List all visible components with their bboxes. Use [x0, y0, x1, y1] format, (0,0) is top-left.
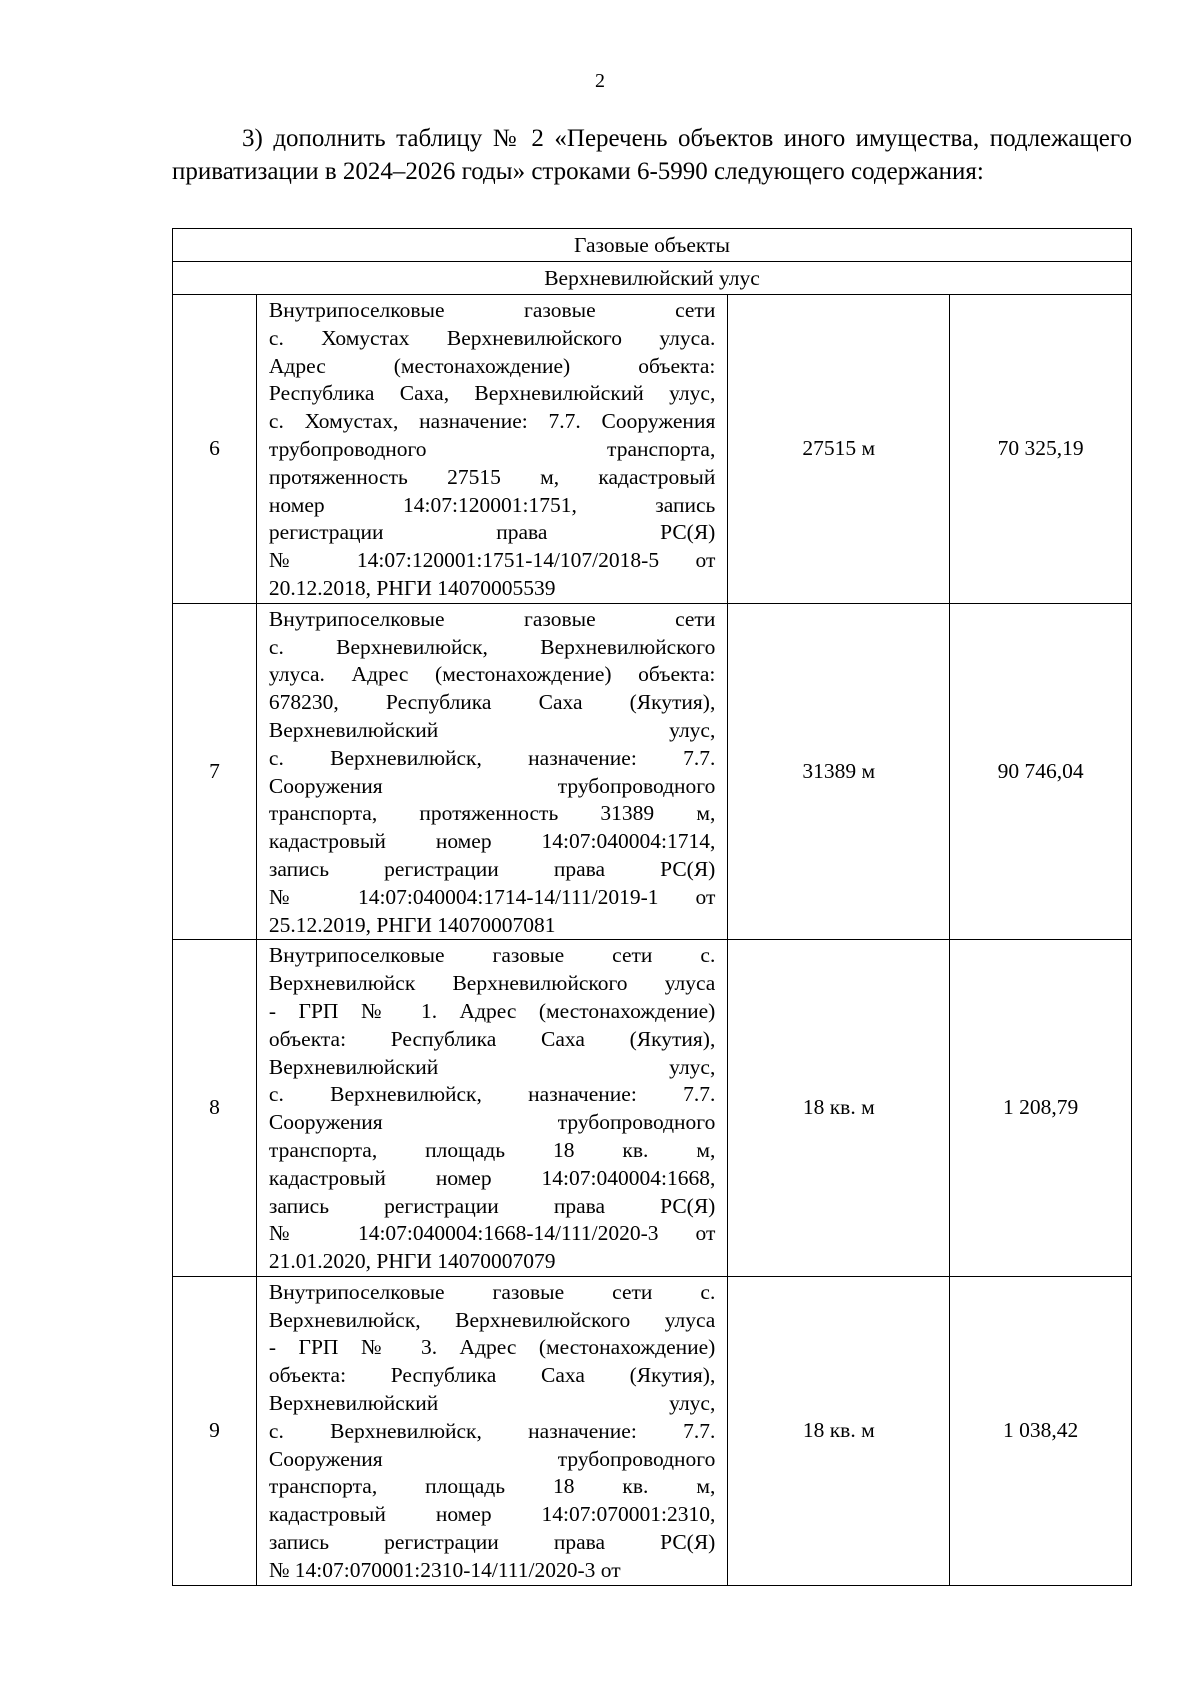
description-line: запись регистрации права РС(Я)	[268, 1530, 716, 1555]
object-price: 1 208,79	[950, 940, 1132, 1277]
description-line: трубопроводного транспорта,	[268, 436, 716, 461]
row-number: 8	[173, 940, 257, 1277]
description-line: с. Верхневилюйск, назначение: 7.7.	[268, 1082, 716, 1107]
object-description	[256, 1276, 727, 1585]
district-row	[173, 262, 1132, 295]
description-line: транспорта, площадь 18 кв. м,	[268, 1474, 716, 1499]
description-line: с. Хомустах, назначение: 7.7. Сооружения	[268, 409, 716, 434]
description-line: протяженность 27515 м, кадастровый	[268, 464, 716, 489]
description-line: Верхневилюйский улус,	[268, 1054, 716, 1079]
description-line: Адрес (местонахождение) объекта:	[268, 353, 716, 378]
description-line: Внутрипоселковые газовые сети	[268, 298, 716, 322]
property-table-body	[173, 229, 1132, 1586]
object-description	[256, 295, 727, 604]
description-line: 678230, Республика Саха (Якутия),	[268, 690, 716, 715]
description-line: улуса. Адрес (местонахождение) объекта:	[268, 662, 716, 687]
description-line: 20.12.2018, РНГИ 14070005539	[268, 575, 556, 600]
section-row	[173, 229, 1132, 262]
description-line: Верхневилюйск Верхневилюйского улуса	[268, 971, 716, 996]
description-line: Сооружения трубопроводного	[268, 773, 716, 798]
description-line: № 14:07:040004:1668-14/111/2020-3 от	[268, 1221, 716, 1246]
object-description	[256, 940, 727, 1277]
description-line: объекта: Республика Саха (Якутия),	[268, 1363, 716, 1388]
description-line: с. Хомустах Верхневилюйского улуса.	[268, 325, 716, 350]
table-row	[173, 1276, 1132, 1585]
object-size: 27515 м	[728, 295, 950, 604]
object-size: 18 кв. м	[728, 940, 950, 1277]
description-line: с. Верхневилюйск, назначение: 7.7.	[268, 745, 716, 770]
table-row	[173, 940, 1132, 1277]
row-number: 7	[173, 603, 257, 940]
description-line: объекта: Республика Саха (Якутия),	[268, 1026, 716, 1051]
description-line: номер 14:07:120001:1751, запись	[268, 492, 716, 517]
district-header: Верхневилюйский улус	[173, 262, 1132, 295]
description-line: регистрации права РС(Я)	[268, 520, 716, 545]
property-table	[172, 228, 1132, 1586]
description-line: Сооружения трубопроводного	[268, 1446, 716, 1471]
description-line: с. Верхневилюйск, Верхневилюйского	[268, 634, 716, 659]
row-number: 6	[173, 295, 257, 604]
description-line: Верхневилюйский улус,	[268, 1391, 716, 1416]
description-line: 21.01.2020, РНГИ 14070007079	[268, 1249, 556, 1274]
description-line: Сооружения трубопроводного	[268, 1110, 716, 1135]
description-line: - ГРП № 1. Адрес (местонахождение)	[268, 998, 716, 1023]
description-line: Внутрипоселковые газовые сети с.	[268, 1279, 716, 1304]
description-line: запись регистрации права РС(Я)	[268, 1193, 716, 1218]
description-line: кадастровый номер 14:07:040004:1714,	[268, 829, 716, 854]
table-row	[173, 603, 1132, 940]
description-line: транспорта, протяженность 31389 м,	[268, 801, 716, 826]
section-header: Газовые объекты	[173, 229, 1132, 262]
description-line: - ГРП № 3. Адрес (местонахождение)	[268, 1335, 716, 1360]
table-row	[173, 295, 1132, 604]
description-line: Внутрипоселковые газовые сети	[268, 606, 716, 631]
description-line: кадастровый номер 14:07:070001:2310,	[268, 1502, 716, 1527]
row-number: 9	[173, 1276, 257, 1585]
object-price: 90 746,04	[950, 603, 1132, 940]
object-size: 18 кв. м	[728, 1276, 950, 1585]
description-line: запись регистрации права РС(Я)	[268, 856, 716, 881]
description-line: Внутрипоселковые газовые сети с.	[268, 943, 716, 968]
description-line: Верхневилюйский улус,	[268, 717, 716, 742]
object-size: 31389 м	[728, 603, 950, 940]
description-line: с. Верхневилюйск, назначение: 7.7.	[268, 1418, 716, 1443]
object-price: 70 325,19	[950, 295, 1132, 604]
description-line: транспорта, площадь 18 кв. м,	[268, 1137, 716, 1162]
intro-paragraph	[172, 122, 1132, 188]
description-line: кадастровый номер 14:07:040004:1668,	[268, 1165, 716, 1190]
object-price: 1 038,42	[950, 1276, 1132, 1585]
description-line: Республика Саха, Верхневилюйский улус,	[268, 381, 716, 406]
page-number: 2	[595, 70, 605, 92]
object-description	[256, 603, 727, 940]
description-line: Верхневилюйск, Верхневилюйского улуса	[268, 1307, 716, 1332]
description-line: № 14:07:120001:1751-14/107/2018-5 от	[268, 548, 716, 573]
description-line: № 14:07:040004:1714-14/111/2019-1 от	[268, 884, 716, 909]
description-line: № 14:07:070001:2310-14/111/2020-3 от	[268, 1557, 621, 1582]
intro-text: 3) дополнить таблицу № 2 «Перечень объектов иного имущества, подлежащего приватизации в 2024–2026 годы» строками 6-5990 следующего содержания:	[172, 125, 1132, 185]
description-line: 25.12.2019, РНГИ 14070007081	[268, 912, 556, 937]
